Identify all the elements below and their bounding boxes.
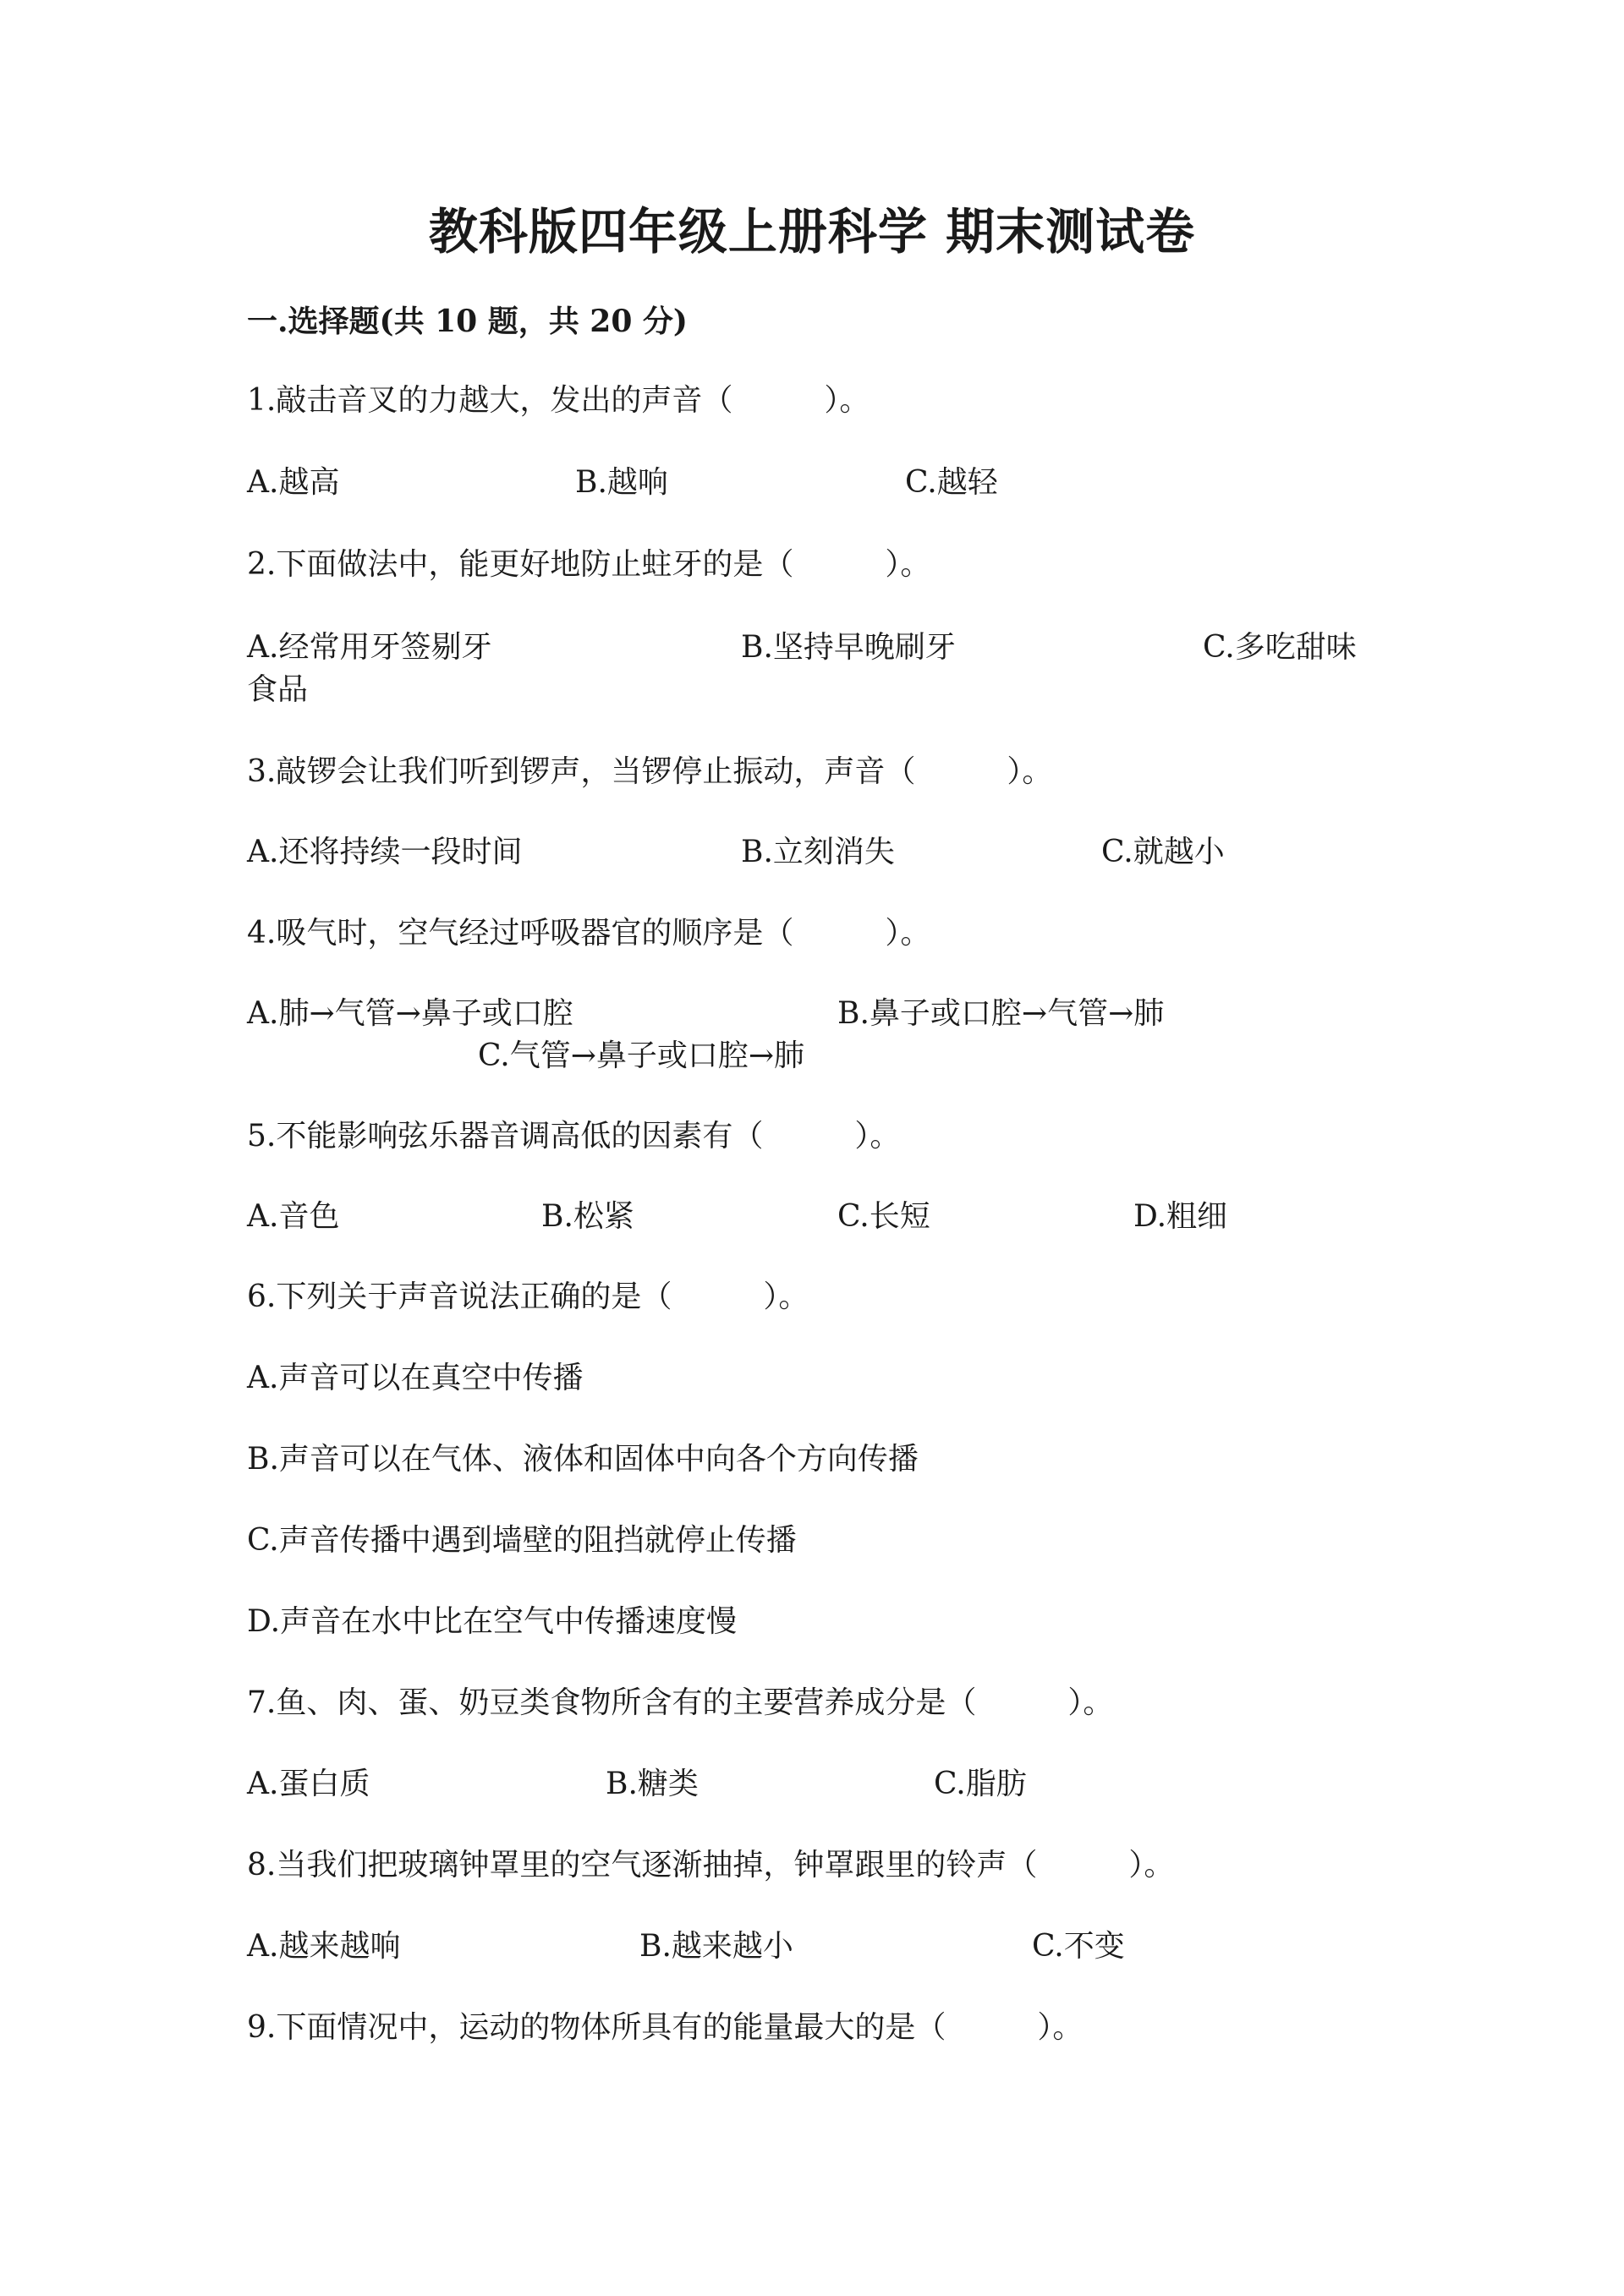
question-option: B.鼻子或口腔→气管→肺 [837,996,1165,1031]
question-option: B.越来越小 [639,1929,793,1964]
question-stem: 2.下面做法中，能更好地防止蛀牙的是（ ）。 [247,547,931,582]
question-option: D.声音在水中比在空气中传播速度慢 [247,1604,738,1639]
question-option: A.音色 [247,1199,340,1234]
question-option: C.气管→鼻子或口腔→肺 [478,1038,805,1073]
question-option: A.声音可以在真空中传播 [247,1361,584,1395]
question-option: B.声音可以在气体、液体和固体中向各个方向传播 [247,1442,919,1477]
question-option-wrap: 食品 [247,672,309,707]
question-stem: 3.敲锣会让我们听到锣声，当锣停止振动，声音（ ）。 [247,754,1053,789]
question-option: A.还将持续一段时间 [247,835,523,869]
question-option: B.立刻消失 [741,835,895,869]
question-option: D.粗细 [1133,1199,1228,1234]
question-option: A.越高 [247,465,340,500]
question-stem: 6.下列关于声音说法正确的是（ ）。 [247,1280,809,1314]
question-option: A.蛋白质 [247,1767,370,1801]
question-stem: 4.吸气时，空气经过呼吸器官的顺序是（ ）。 [247,916,931,951]
question-option: A.肺→气管→鼻子或口腔 [247,996,573,1031]
question-stem: 8.当我们把玻璃钟罩里的空气逐渐抽掉，钟罩跟里的铃声（ ）。 [247,1848,1175,1882]
section-heading: 一.选择题(共 10 题，共 20 分) [247,304,688,339]
question-stem: 9.下面情况中，运动的物体所具有的能量最大的是（ ）。 [247,2010,1084,2045]
question-option: C.不变 [1032,1929,1125,1964]
question-option: C.就越小 [1101,835,1225,869]
question-stem: 1.敲击音叉的力越大，发出的声音（ ）。 [247,383,870,418]
question-option: C.多吃甜味 [1203,630,1357,665]
question-option: B.越响 [575,465,668,500]
question-option: C.长短 [837,1199,930,1234]
question-option: A.越来越响 [247,1929,401,1964]
question-option: A.经常用牙签剔牙 [247,630,492,665]
question-option: B.松紧 [541,1199,634,1234]
question-stem: 7.鱼、肉、蛋、奶豆类食物所含有的主要营养成分是（ ）。 [247,1685,1114,1720]
question-option: C.脂肪 [934,1767,1027,1801]
page-title: 教科版四年级上册科学 期末测试卷 [428,203,1196,260]
question-option: C.声音传播中遇到墙壁的阻挡就停止传播 [247,1523,797,1558]
question-option: B.坚持早晚刷牙 [741,630,956,665]
question-option: C.越轻 [905,465,998,500]
question-option: B.糖类 [606,1767,699,1801]
question-stem: 5.不能影响弦乐器音调高低的因素有（ ）。 [247,1119,901,1153]
